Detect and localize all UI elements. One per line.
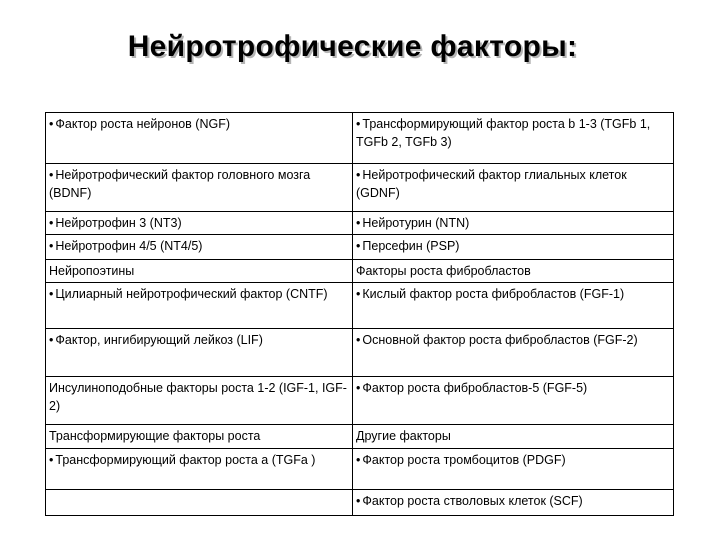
table-row [46,260,674,283]
cell-text: Фактор роста нейронов (NGF) [55,117,230,131]
bullet-icon: • [356,168,361,182]
table-cell-left [46,212,353,235]
table-cell-left [46,283,353,329]
bullet-icon: • [49,287,54,301]
bullet-icon: • [356,117,361,131]
table-cell-right [353,260,674,283]
cell-text: Основной фактор роста фибробластов (FGF-2) [362,333,638,347]
table-cell-right [353,329,674,377]
bullet-icon: • [356,381,361,395]
table-row [46,449,674,490]
table-row [46,329,674,377]
table-cell-right [353,113,674,164]
cell-text: Трансформирующие факторы роста [49,429,261,443]
factors-table-body [46,113,674,516]
cell-text: Трансформирующий фактор роста a (TGFa ) [55,453,316,467]
cell-text: Трансформирующий фактор роста b 1-3 (TGFb 1, TGFb 2, TGFb 3) [356,117,651,149]
cell-text: Фактор роста тромбоцитов (PDGF) [362,453,566,467]
bullet-icon: • [49,168,54,182]
table-row [46,212,674,235]
cell-text: Кислый фактор роста фибробластов (FGF-1) [362,287,625,301]
cell-text: Нейротрофический фактор головного мозга (BDNF) [49,168,311,200]
cell-text: Фактор роста фибробластов-5 (FGF-5) [362,381,588,395]
cell-text: Цилиарный нейротрофический фактор (CNTF) [55,287,328,301]
table-cell-right [353,490,674,516]
table-row [46,425,674,449]
cell-text: Инсулиноподобные факторы роста 1-2 (IGF-1, IGF-2) [49,381,347,413]
table-row [46,113,674,164]
table-row [46,235,674,260]
table-cell-left [46,377,353,425]
cell-text: Нейропоэтины [49,264,135,278]
table-row [46,164,674,212]
table-row [46,377,674,425]
table-cell-right [353,425,674,449]
cell-text: Нейротрофин 4/5 (NT4/5) [55,239,203,253]
table-row [46,283,674,329]
cell-text: Другие факторы [356,429,451,443]
cell-text: Фактор, ингибирующий лейкоз (LIF) [55,333,263,347]
table-cell-right [353,235,674,260]
cell-text: Нейротрофин 3 (NT3) [55,216,182,230]
bullet-icon: • [49,117,54,131]
slide-title: Нейротрофические факторы: [127,30,578,63]
table-cell-left [46,449,353,490]
bullet-icon: • [49,239,54,253]
table-cell-left [46,113,353,164]
bullet-icon: • [356,287,361,301]
bullet-icon: • [356,453,361,467]
cell-text: Нейротрофический фактор глиальных клеток (GDNF) [356,168,627,200]
table-cell-left [46,329,353,377]
bullet-icon: • [356,333,361,347]
table-cell-right [353,449,674,490]
table-cell-left [46,425,353,449]
cell-text: Факторы роста фибробластов [356,264,531,278]
table-cell-right [353,283,674,329]
table-cell-left [46,260,353,283]
cell-text: Персефин (PSP) [362,239,460,253]
bullet-icon: • [49,453,54,467]
table-cell-left [46,164,353,212]
cell-text: Фактор роста стволовых клеток (SCF) [362,494,583,508]
bullet-icon: • [49,216,54,230]
table-row [46,490,674,516]
cell-text: Нейротурин (NTN) [362,216,470,230]
table-cell-right [353,377,674,425]
table-cell-right [353,212,674,235]
bullet-icon: • [356,239,361,253]
table-cell-left [46,235,353,260]
bullet-icon: • [49,333,54,347]
bullet-icon: • [356,494,361,508]
table-cell-left [46,490,353,516]
table-cell-right [353,164,674,212]
factors-table [45,112,674,516]
bullet-icon: • [356,216,361,230]
